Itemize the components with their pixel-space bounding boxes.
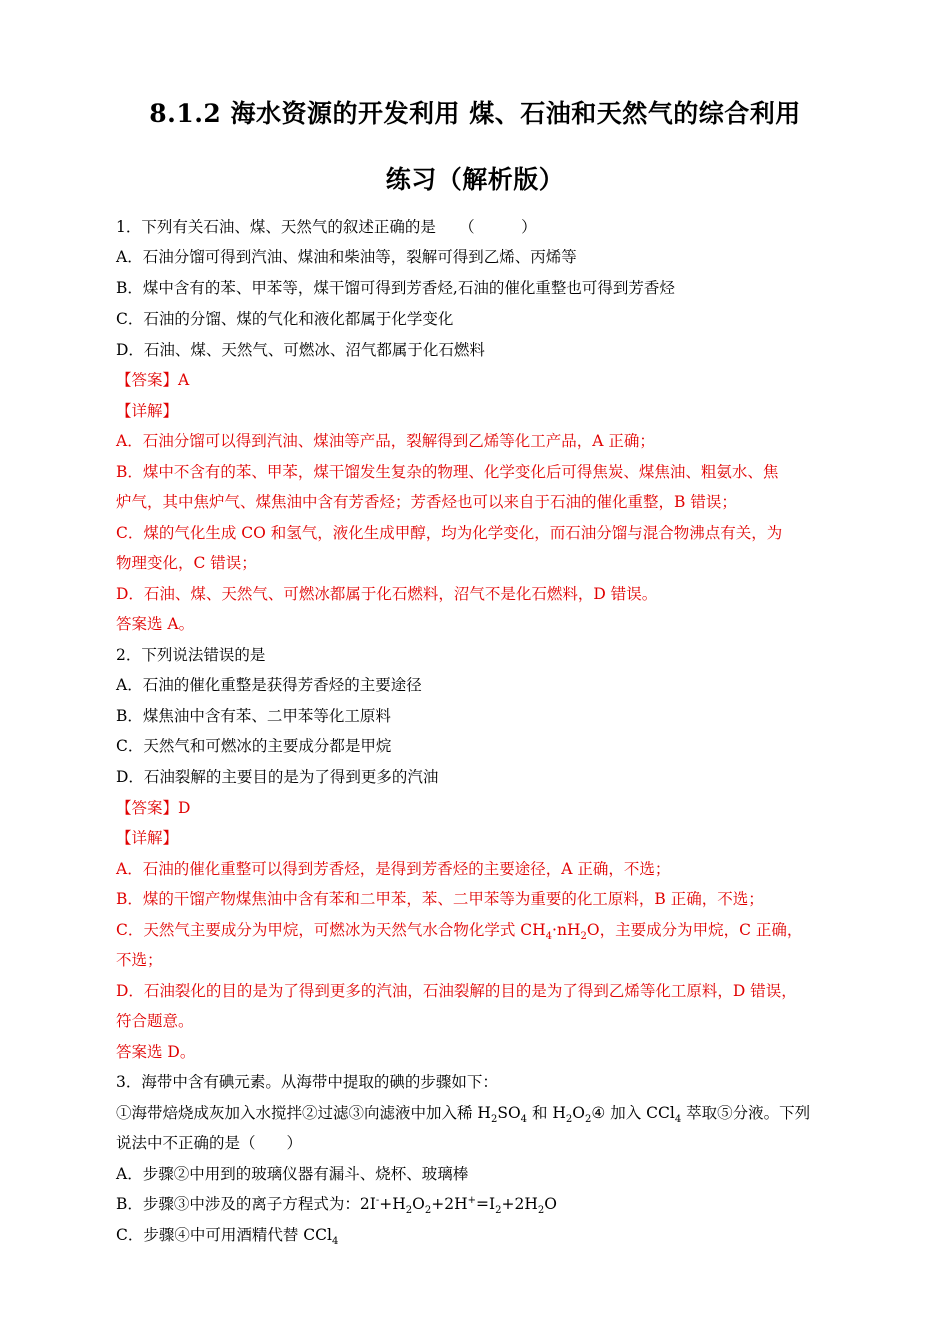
text-segment: +H (379, 1195, 406, 1213)
question-2-explain-c-1 (116, 920, 840, 943)
subscript: 2 (565, 1114, 573, 1126)
question-3-stem-continued: 说法中不正确的是（ ） (116, 1134, 303, 1152)
question-3-stem: 3．海带中含有碘元素。从海带中提取的碘的步骤如下： (116, 1073, 498, 1091)
subscript: 2 (580, 931, 587, 943)
text-segment: O，主要成分为甲烷，C 正确， (586, 921, 803, 939)
question-1-answer: 【答案】A (116, 371, 190, 389)
question-2-option-c: C．天然气和可燃冰的主要成分都是甲烷 (116, 737, 392, 755)
question-2-option-b: B．煤焦油中含有苯、二甲苯等化工原料 (116, 707, 391, 725)
text-segment: B．步骤③中涉及的离子方程式为：2I (116, 1195, 376, 1213)
text-segment: O (412, 1195, 425, 1213)
subscript: 2 (490, 1114, 498, 1126)
question-1-explain-a: A．石油分馏可以得到汽油、煤油等产品，裂解得到乙烯等化工产品，A 正确； (116, 432, 655, 450)
page-title: 8.1.2 海水资源的开发利用 煤、石油和天然气的综合利用 (149, 99, 801, 128)
text-segment: SO (497, 1104, 521, 1122)
question-2-stem: 2．下列说法错误的是 (116, 646, 266, 664)
question-1-explain-d: D．石油、煤、天然气、可燃冰都属于化石燃料，沼气不是化石燃料，D 错误。 (116, 585, 658, 603)
question-1-option-d: D．石油、煤、天然气、可燃冰、沼气都属于化石燃料 (116, 341, 485, 359)
page-subtitle: 练习（解析版） (385, 165, 565, 194)
subscript: 4 (674, 1114, 682, 1126)
question-2-explain-b: B．煤的干馏产物煤焦油中含有苯和二甲苯，苯、二甲苯等为重要的化工原料，B 正确，不选； (116, 890, 764, 908)
text-segment: O (544, 1195, 557, 1213)
question-1-explain-c-1: C．煤的气化生成 CO 和氢气，液化生成甲醇，均为化学变化，而石油分馏与混合物沸点有关，为 (116, 524, 783, 542)
question-1-explain-c-2: 物理变化，C 错误； (116, 554, 257, 572)
subscript: 4 (545, 931, 553, 943)
subscript: 2 (585, 1114, 592, 1126)
question-1-stem: 1．下列有关石油、煤、天然气的叙述正确的是 （ ） (116, 218, 537, 236)
question-1-final-answer: 答案选 A。 (116, 615, 195, 633)
question-2-answer: 【答案】D (116, 799, 191, 817)
question-1-option-c: C．石油的分馏、煤的气化和液化都属于化学变化 (116, 310, 454, 328)
question-2-detail-heading: 【详解】 (116, 829, 179, 847)
question-3-option-a: A．步骤②中用到的玻璃仪器有漏斗、烧杯、玻璃棒 (116, 1165, 469, 1183)
superscript: - (375, 1194, 380, 1206)
text-segment: +2H (431, 1195, 468, 1213)
question-2-explain-d-2: 符合题意。 (116, 1012, 194, 1030)
text-segment: ①海带焙烧成灰加入水搅拌②过滤③向滤液中加入稀 H (116, 1104, 491, 1122)
text-segment: ④ 加入 CCl (591, 1104, 675, 1122)
question-1-detail-heading: 【详解】 (116, 402, 179, 420)
text-segment: C．步骤④中可用酒精代替 CCl (116, 1226, 332, 1244)
question-3-option-c (116, 1225, 840, 1248)
text-segment: +2H (501, 1195, 538, 1213)
question-2-explain-a: A．石油的催化重整可以得到芳香烃，是得到芳香烃的主要途径，A 正确，不选； (116, 860, 671, 878)
subscript: 2 (424, 1205, 432, 1217)
question-2-final-answer: 答案选 D。 (116, 1043, 196, 1061)
question-3-option-b (116, 1194, 840, 1217)
subscript: 4 (331, 1236, 339, 1248)
subscript: 4 (520, 1114, 528, 1126)
superscript: + (467, 1194, 477, 1206)
question-2-explain-d-1: D．石油裂化的目的是为了得到更多的汽油，石油裂解的目的是为了得到乙烯等化工原料，D 错误， (116, 982, 797, 1000)
subscript: 2 (405, 1205, 413, 1217)
question-1-option-a: A．石油分馏可得到汽油、煤油和柴油等，裂解可得到乙烯、丙烯等 (116, 248, 577, 266)
text-segment: C．天然气主要成分为甲烷，可燃冰为天然气水合物化学式 CH (116, 921, 546, 939)
text-segment: O (572, 1104, 585, 1122)
question-2-option-a: A．石油的催化重整是获得芳香烃的主要途径 (116, 676, 422, 694)
question-2-option-d: D．石油裂解的主要目的是为了得到更多的汽油 (116, 768, 439, 786)
text-segment: 和 H (527, 1104, 566, 1122)
question-1-explain-b-2: 炉气，其中焦炉气、煤焦油中含有芳香烃；芳香烃也可以来自于石油的催化重整，B 错误； (116, 493, 737, 511)
subscript: 2 (537, 1205, 545, 1217)
text-segment: ·nH (552, 921, 581, 939)
subscript: 2 (495, 1205, 502, 1217)
text-segment: 萃取⑤分液。下列 (681, 1104, 811, 1122)
question-1-explain-b-1: B．煤中不含有的苯、甲苯，煤干馏发生复杂的物理、化学变化后可得焦炭、煤焦油、粗氨水、焦 (116, 463, 779, 481)
question-1-option-b: B．煤中含有的苯、甲苯等，煤干馏可得到芳香烃,石油的催化重整也可得到芳香烃 (116, 279, 675, 297)
text-segment: =I (476, 1195, 496, 1213)
question-2-explain-c-2: 不选； (116, 951, 163, 969)
question-3-steps (116, 1103, 840, 1126)
